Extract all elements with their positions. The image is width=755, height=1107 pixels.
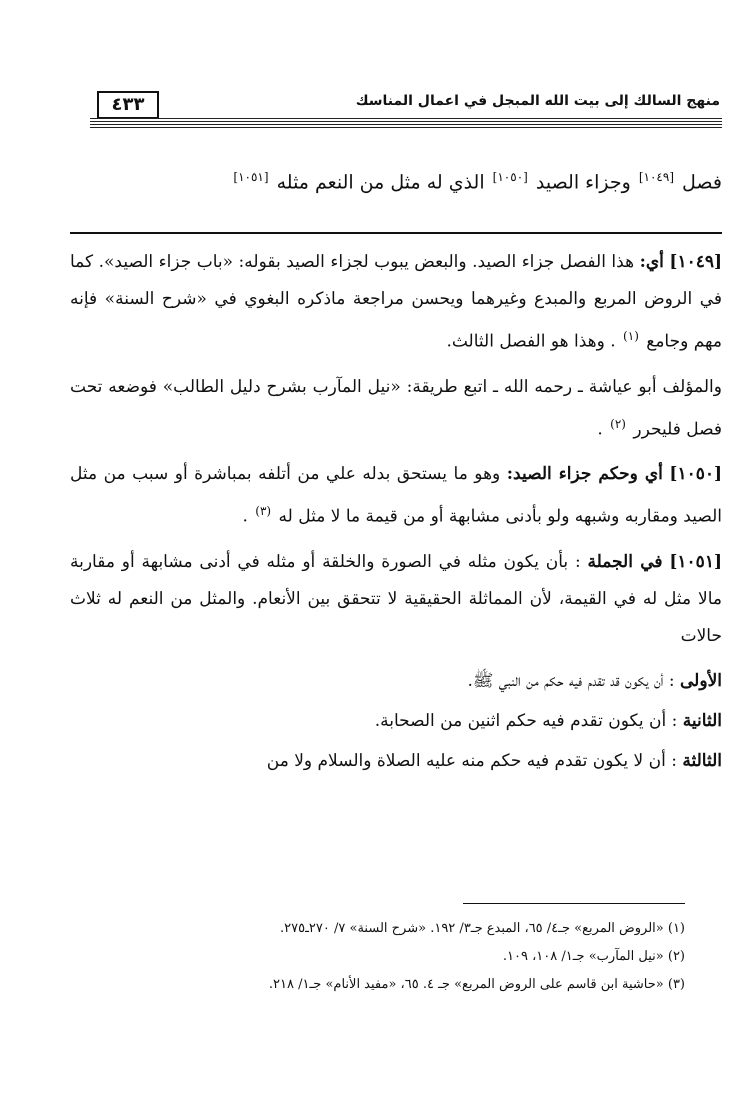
note-tag: [١٠٥١]	[669, 551, 722, 572]
footnote: (٣) «حاشية ابن قاسم على الروض المربع» جـ ٤. ٦٥، «مفيد الأنام» جـ١/ ٢١٨.	[268, 977, 685, 992]
note-label: في الجملة	[587, 551, 663, 572]
note-text: : بأن يكون مثله في الصورة والخلقة أو مثله في أدنى مشابهة أو مقاربة مالا مثل له في القيمة، لأن المماثلة الحقيقية لا تتحقق بين الأنعام. والمثل من النعم له ثلاث حالات	[70, 551, 722, 646]
main-text-part: فصل	[682, 171, 722, 194]
footnote-ref: (١)	[623, 329, 639, 343]
note-1050	[70, 456, 722, 536]
note-tag: [١٠٥٠]	[669, 464, 723, 485]
running-header-title: منهج السالك إلى بيت الله المبجل في اعمال المناسك	[355, 93, 720, 109]
section-divider	[70, 232, 722, 234]
case-label: الأولى	[680, 670, 722, 691]
note-label: أي وحكم جزاء الصيد:	[506, 464, 663, 485]
note-text-tail: . وهذا هو الفصل الثالث.	[446, 331, 616, 352]
main-text-part: وجزاء الصيد	[535, 171, 631, 194]
footnote-divider	[463, 903, 685, 904]
header-rule	[90, 118, 722, 128]
case-label: الثالثة	[682, 750, 722, 771]
note-text: وهو ما يستحق بدله علي من أتلفه بمباشرة أو سبب من مثل الصيد ومقاربه وشبهه ولو بأدنى مشابهة أو من قيمة ما لا مثل له	[70, 464, 722, 527]
note-ref: [١٠٥٠]	[492, 170, 528, 184]
note-1049	[70, 244, 722, 361]
note-ref: [١٠٥١]	[233, 170, 269, 184]
footnote-ref: (٣)	[255, 504, 272, 519]
footnote: (١) «الروض المربع» جـ٤/ ٦٥، المبدع جـ٣/ ١٩٢. «شرح السنة» ٧/ ٢٧٠ـ٢٧٥.	[280, 921, 685, 936]
note-tag: [١٠٤٩]	[669, 252, 723, 272]
footnotes	[90, 915, 685, 999]
case-label: الثانية	[682, 710, 722, 731]
note-text: هذا الفصل جزاء الصيد. والبعض يبوب لجزاء الصيد بقوله: «باب جزاء الصيد». كما في الروض المربع والمبدع وغيرهما ويحسن مراجعة ماذكره البغوي في «شرح السنة» فإنه مهم وجامع	[70, 252, 722, 352]
note-label: أي:	[639, 252, 664, 272]
case-second	[70, 703, 722, 740]
note-text: والمؤلف أبو عياشة ـ رحمه الله ـ اتبع طريقة: «نيل المآرب بشرح دليل الطالب» فوضعه تحت فصل فليحرر	[70, 376, 722, 440]
case-first	[70, 663, 722, 700]
note-ref: [١٠٤٩]	[638, 170, 674, 184]
case-text: : أن يكون قد تقدم فيه حكم من النبي ﷺ.	[467, 670, 675, 691]
footnote: (٢) «نيل المآرب» جـ١/ ١٠٨، ١٠٩.	[502, 949, 685, 964]
page-number: ٤٣٣	[97, 91, 159, 119]
footnote-ref: (٢)	[610, 416, 626, 431]
note-1051	[70, 544, 722, 655]
case-text: : أن يكون تقدم فيه حكم اثنين من الصحابة.	[374, 710, 678, 731]
case-third	[70, 743, 722, 780]
commentary-notes	[70, 244, 722, 783]
main-text-line	[70, 170, 722, 193]
note-text-tail: .	[597, 419, 603, 440]
note-1049-continued	[70, 369, 722, 449]
main-text-part: الذي له مثل من النعم مثله	[276, 171, 485, 194]
note-text-tail: .	[242, 506, 248, 527]
case-text: : أن لا يكون تقدم فيه حكم منه عليه الصلاة والسلام ولا من	[266, 750, 677, 771]
